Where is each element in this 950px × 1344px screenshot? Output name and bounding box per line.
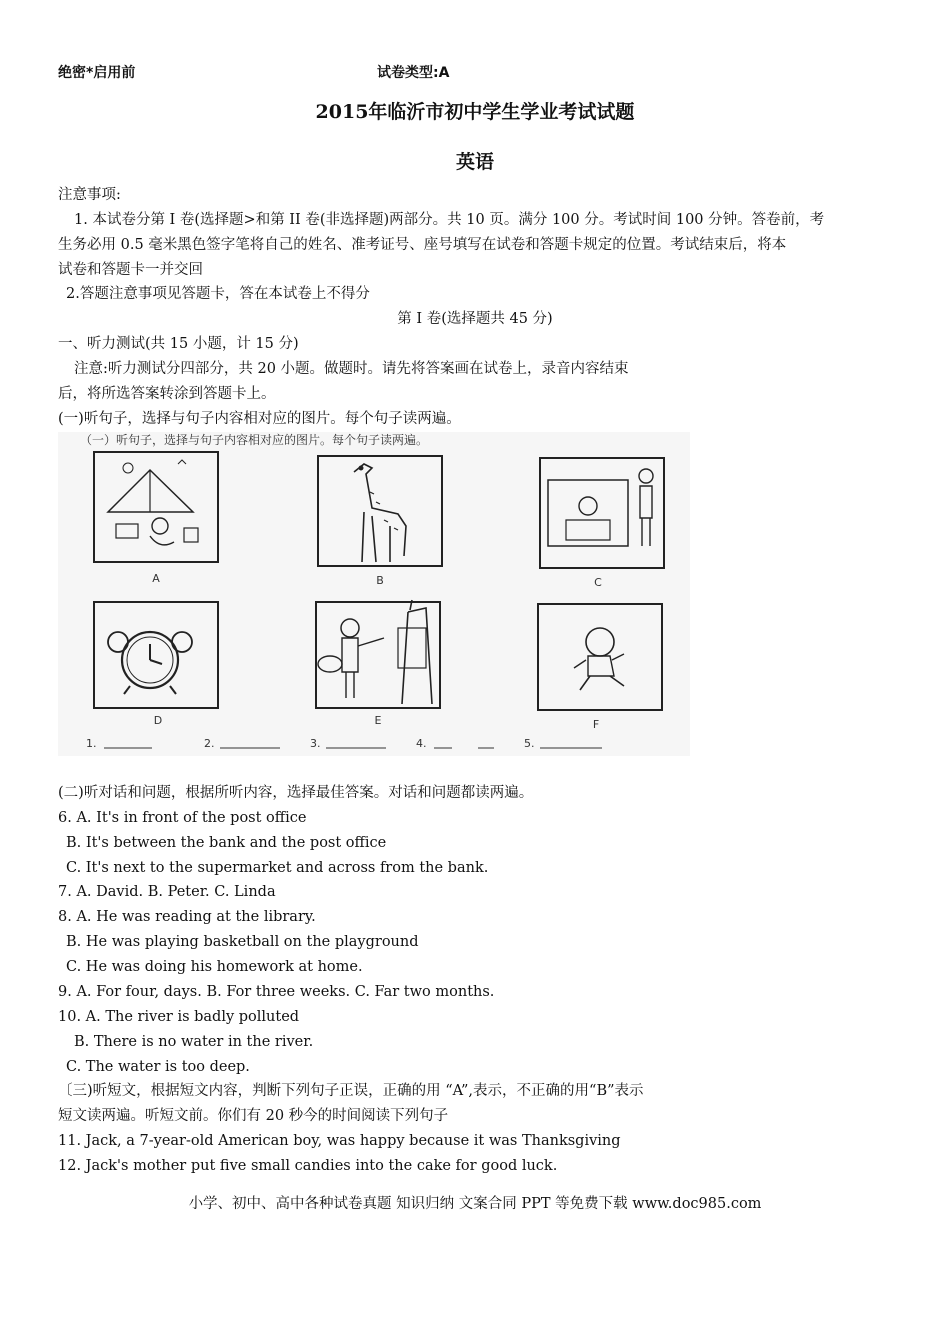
answer-blank-4: 4. xyxy=(416,737,427,750)
sub-section-one-title: (一)听句子，选择与句子内容相对应的图片。每个句子读两遍。 xyxy=(58,411,461,427)
note-item-1-line-1: 1. 本试卷分第 I 卷(选择题>和第 II 卷(非选择题)两部分。共 10 页。满分 100 分。考试时间 100 分钟。答卷前，考 xyxy=(74,212,825,228)
picture-label-a: A xyxy=(152,572,160,585)
picture-b-giraffe xyxy=(318,456,442,566)
question-6-option-c: C. It's next to the supermarket and across from the bank. xyxy=(66,860,489,876)
question-8-option-b: B. He was playing basketball on the playground xyxy=(66,934,419,950)
notes-heading: 注意事项: xyxy=(58,187,121,203)
picture-f-running-boy xyxy=(538,604,662,710)
picture-d-clock xyxy=(94,602,218,708)
question-8-option-c: C. He was doing his homework at home. xyxy=(66,959,363,975)
question-6-option-b: B. It's between the bank and the post office xyxy=(66,835,387,851)
section-one-note-line-1: 注意:听力测试分四部分，共 20 小题。做题时。请先将答案画在试卷上，录音内容结束 xyxy=(74,361,629,377)
note-item-1-line-3: 试卷和答题卡一并交回 xyxy=(58,262,203,278)
picture-label-d: D xyxy=(153,714,163,727)
section-one-title: 一、听力测试(共 15 小题，计 15 分) xyxy=(58,336,299,352)
section-three-title-line-2: 短文读两遍。听短文前。你们有 20 秒今的时间阅读下列句子 xyxy=(58,1108,449,1124)
figure-caption: （一）听句子，选择与句子内容相对应的图片。每个句子读两遍。 xyxy=(80,433,429,447)
secret-label: 绝密*启用前 xyxy=(58,65,136,81)
picture-label-c: C xyxy=(594,576,602,589)
answer-blank-3: 3. xyxy=(310,737,321,750)
picture-a-camping xyxy=(94,452,218,562)
question-10-option-a: 10. A. The river is badly polluted xyxy=(58,1009,300,1025)
picture-label-f: F xyxy=(592,718,600,731)
exam-title: 2015年临沂市初中学生学业考试试题 xyxy=(315,101,635,123)
answer-blank-2: 2. xyxy=(204,737,215,750)
note-item-2: 2.答题注意事项见答题卡，答在本试卷上不得分 xyxy=(66,286,370,302)
paper-type-label: 试卷类型:A xyxy=(377,65,450,81)
question-7: 7. A. David. B. Peter. C. Linda xyxy=(58,884,276,900)
picture-e-painting xyxy=(316,600,440,708)
section-three-title-line-1: 〔三)听短文，根据短文内容，判断下列句子正误，正确的用 “A”,表示，不正确的用“B”表示 xyxy=(58,1083,644,1099)
question-10-option-c: C. The water is too deep. xyxy=(66,1059,250,1075)
question-6-option-a: 6. A. It's in front of the post office xyxy=(58,810,307,826)
page-footer: 小学、初中、高中各种试卷真题 知识归纳 文案合同 PPT 等免费下载 www.doc985.com xyxy=(188,1196,762,1212)
picture-c-bed xyxy=(540,458,664,568)
section-one-note-line-2: 后，将所选答案转涂到答题卡上。 xyxy=(58,386,276,402)
answer-blank-5: 5. xyxy=(524,737,535,750)
question-11: 11. Jack, a 7-year-old American boy, was happy because it was Thanksgiving xyxy=(58,1133,621,1149)
subject-title: 英语 xyxy=(455,151,494,173)
answer-blank-1: 1. xyxy=(86,737,97,750)
picture-label-b: B xyxy=(376,574,384,587)
question-10-option-b: B. There is no water in the river. xyxy=(74,1034,314,1050)
question-9: 9. A. For four, days. B. For three weeks. C. Far two months. xyxy=(58,984,495,1000)
picture-figure xyxy=(58,432,690,756)
part-one-title: 第 I 卷(选择题共 45 分) xyxy=(397,311,553,327)
picture-label-e: E xyxy=(374,714,382,727)
section-two-title: (二)听对话和问题，根据所听内容，选择最佳答案。对话和问题都读两遍。 xyxy=(58,785,534,801)
question-12: 12. Jack's mother put five small candies into the cake for good luck. xyxy=(58,1158,558,1174)
question-8-option-a: 8. A. He was reading at the library. xyxy=(58,909,316,925)
note-item-1-line-2: 生务必用 0.5 毫米黑色签字笔将自己的姓名、准考证号、座号填写在试卷和答题卡规定的位置。考试结束后，将本 xyxy=(58,237,787,253)
